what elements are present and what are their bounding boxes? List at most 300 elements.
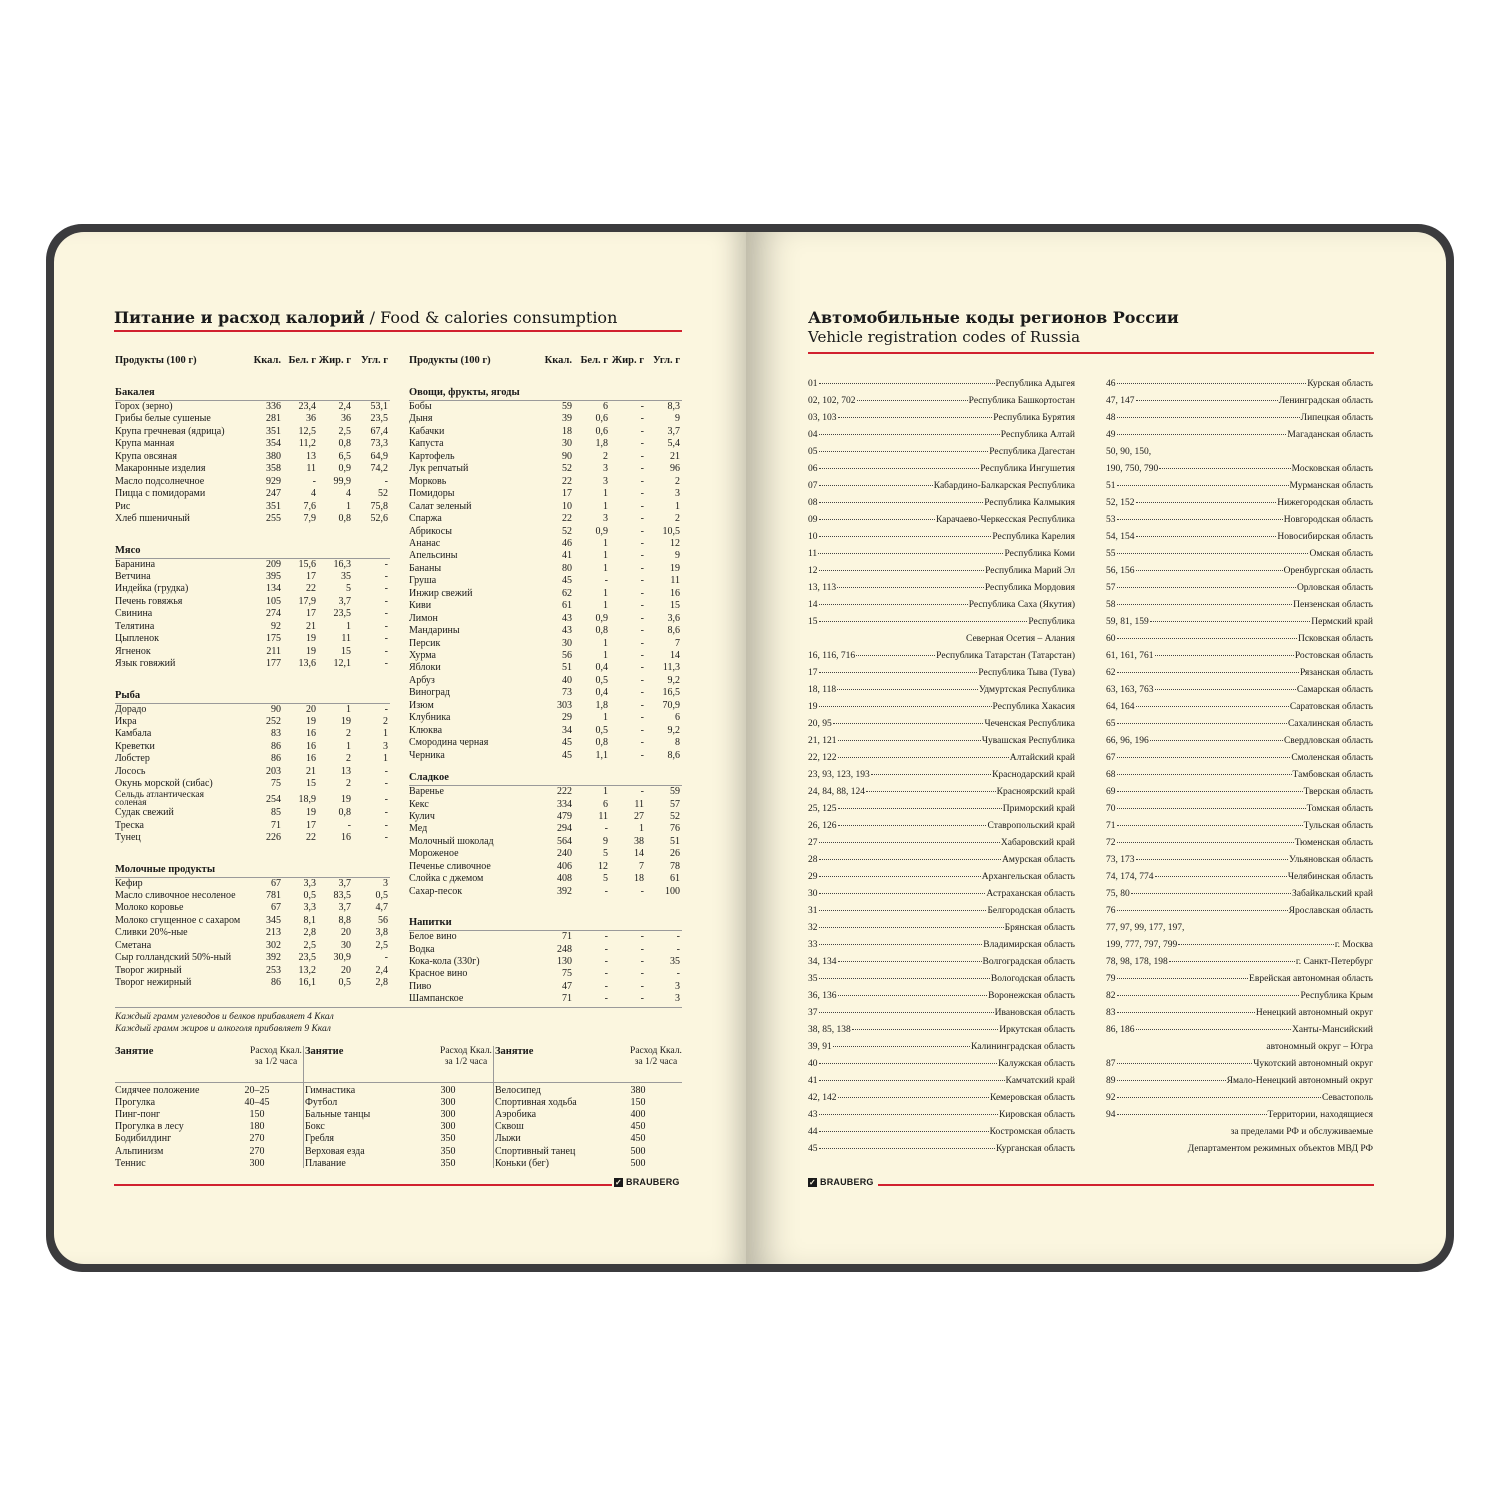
note: Каждый грамм жиров и алкоголя прибавляет 9 Ккал: [115, 1024, 331, 1034]
leader-dots: [1150, 621, 1311, 622]
food-value: 2,4: [375, 964, 388, 976]
logo-check-icon: ✓: [809, 1177, 816, 1187]
food-value: -: [604, 823, 608, 835]
food-name: Хурма: [409, 650, 436, 661]
food-value: 358: [266, 463, 281, 475]
region-row: [1106, 634, 1373, 644]
region-code: 48: [1106, 413, 1116, 423]
food-value: 0,5: [595, 724, 608, 736]
food-value: 9: [675, 413, 680, 425]
leader-dots: [1155, 655, 1294, 656]
food-value: 253: [266, 964, 281, 976]
region-code: 35: [808, 974, 818, 984]
food-name: Индейка (грудка): [115, 583, 189, 595]
food-value: 51: [670, 835, 680, 847]
food-value: 0,5: [595, 674, 608, 686]
food-value: 294: [557, 823, 572, 835]
region-name: Карачаево-Черкесская Республика: [935, 515, 1075, 525]
food-value: 8: [675, 737, 680, 749]
leader-dots: [819, 468, 980, 469]
food-value: 20: [341, 964, 351, 976]
leader-dots: [1117, 842, 1294, 843]
leader-dots: [1117, 723, 1287, 724]
food-name: Хлеб пшеничный: [115, 513, 190, 525]
food-name: Кулич: [409, 810, 435, 822]
leader-dots: [1117, 587, 1296, 588]
leader-dots: [819, 1148, 996, 1149]
region-name: Республика Татарстан (Татарстан): [936, 651, 1075, 661]
food-value: 0,6: [595, 413, 608, 425]
food-name: Персик: [409, 637, 441, 649]
activity-kcal: 150: [630, 1097, 646, 1109]
region-code: 69: [1106, 787, 1116, 797]
food-value: 12,1: [333, 658, 351, 670]
food-name: Помидоры: [409, 488, 455, 500]
food-value: 2: [346, 728, 351, 740]
region-code: 10: [808, 532, 818, 542]
food-value: 51: [562, 662, 572, 674]
region-name: Алтайский край: [1009, 753, 1075, 763]
leader-dots: [871, 774, 991, 775]
food-value: -: [640, 650, 644, 661]
food-value: 45: [562, 749, 572, 761]
region-name: Республика Мордовия: [984, 583, 1075, 593]
codes-title-rule: [808, 352, 1374, 354]
region-name: Еврейская автономная область: [1249, 974, 1373, 984]
region-row: [1106, 753, 1373, 763]
food-value: 6: [675, 712, 680, 724]
region-code: 27: [808, 838, 818, 848]
region-name: Пензенская область: [1293, 600, 1373, 610]
region-row: [1106, 600, 1373, 610]
leader-dots: [819, 910, 987, 911]
region-row: [1106, 719, 1373, 729]
region-code: 43: [808, 1110, 818, 1120]
region-name: Кемеровская область: [989, 1093, 1075, 1103]
food-name: Масло сливочное несоленое: [115, 889, 236, 901]
food-value: 35: [670, 956, 680, 967]
food-value: 20: [341, 927, 351, 939]
food-value: 53,1: [370, 401, 388, 412]
food-value: -: [640, 687, 644, 699]
food-value: 86: [271, 740, 281, 752]
region-name: Ямало-Ненецкий автономный округ: [1226, 1076, 1373, 1086]
food-name: Икра: [115, 716, 137, 727]
activity-kcal: 300: [440, 1085, 456, 1096]
leader-dots: [1117, 825, 1303, 826]
food-value: 11: [598, 810, 608, 822]
food-name: Сыр голландский 50%-ный: [115, 952, 232, 964]
leader-dots: [838, 757, 1009, 758]
activity-kcal: 180: [249, 1121, 265, 1133]
region-code: 63, 163, 763: [1106, 685, 1154, 695]
region-name: Магаданская область: [1287, 430, 1373, 440]
food-value: 27: [634, 810, 644, 822]
table-header-col: Угл. г: [361, 355, 388, 366]
region-code: 73, 173: [1106, 855, 1135, 865]
region-name: Ханты-Мансийский: [1292, 1025, 1373, 1035]
activity-name: Гимнастика: [305, 1085, 356, 1096]
region-code: 62: [1106, 668, 1116, 678]
leader-dots: [819, 859, 1001, 860]
region-name: Мурманская область: [1289, 481, 1373, 491]
note: Каждый грамм углеводов и белков прибавляет 4 Ккал: [115, 1012, 334, 1022]
food-value: 1: [603, 600, 608, 612]
leader-dots: [838, 417, 993, 418]
region-code: 31: [808, 906, 818, 916]
food-value: 21: [670, 450, 680, 462]
region-row: [808, 821, 1075, 831]
food-value: 5: [603, 873, 608, 885]
activity-name: Сидячее положение: [115, 1085, 200, 1096]
food-value: 1: [383, 753, 388, 765]
region-code: 56, 156: [1106, 566, 1135, 576]
food-value: -: [640, 537, 644, 549]
activity-name: Спортивный танец: [495, 1145, 576, 1157]
food-value: 336: [266, 401, 281, 412]
leader-dots: [856, 655, 935, 656]
food-value: 52: [562, 463, 572, 475]
region-name: Нижегородская область: [1277, 498, 1373, 508]
food-name: Красное вино: [409, 968, 468, 980]
food-value: -: [384, 819, 388, 831]
food-value: -: [640, 699, 644, 711]
region-code: 78, 98, 178, 198: [1106, 957, 1168, 967]
food-value: -: [604, 980, 608, 992]
region-row: [808, 702, 1075, 712]
food-value: -: [640, 463, 644, 475]
food-name: Кефир: [115, 877, 143, 889]
activity-name: Лыжи: [495, 1133, 521, 1145]
region-code: 21, 121: [808, 736, 837, 746]
food-value: 83: [271, 728, 281, 740]
category-title: Бакалея: [115, 387, 155, 398]
food-value: 3,3: [303, 877, 316, 889]
food-value: 16,5: [662, 687, 680, 699]
food-value: 11: [670, 575, 680, 587]
region-code: 44: [808, 1127, 818, 1137]
food-value: 73: [562, 687, 572, 699]
logo-check-icon: ✓: [615, 1177, 622, 1187]
leader-dots: [819, 502, 984, 503]
food-name: Судак свежий: [115, 807, 174, 819]
region-code: 66, 96, 196: [1106, 736, 1149, 746]
left-page: [54, 232, 746, 1264]
food-value: 6: [603, 798, 608, 810]
food-value: 0,9: [595, 612, 608, 624]
codes-title: Автомобильные коды регионов России: [808, 308, 1179, 327]
food-value: -: [384, 558, 388, 570]
food-name: Виноград: [409, 687, 451, 699]
food-value: 19: [306, 716, 316, 727]
region-name: Псковская область: [1297, 634, 1373, 644]
region-name: Территории, находящиеся: [1267, 1110, 1373, 1120]
food-value: -: [312, 475, 316, 487]
food-value: 35: [341, 570, 351, 582]
region-row: [808, 634, 1075, 644]
food-value: -: [604, 931, 608, 943]
region-row: [1106, 617, 1373, 627]
leader-dots: [1117, 1012, 1255, 1013]
region-row: [808, 889, 1075, 899]
region-code: 29: [808, 872, 818, 882]
food-value: -: [640, 600, 644, 612]
food-name: Свинина: [115, 608, 153, 620]
region-code: 74, 174, 774: [1106, 872, 1154, 882]
region-row: [808, 413, 1075, 423]
food-value: 13: [341, 765, 351, 777]
region-code: 55: [1106, 549, 1116, 559]
region-row: [808, 447, 1075, 457]
food-value: 16: [670, 587, 680, 599]
food-value: 3: [675, 980, 680, 992]
food-value: 380: [266, 450, 281, 462]
region-row: [808, 787, 1075, 797]
region-code: 75, 80: [1106, 889, 1130, 899]
region-code: 01: [808, 379, 818, 389]
region-name: Удмуртская Республика: [978, 685, 1075, 695]
food-value: -: [384, 633, 388, 645]
region-row: [808, 906, 1075, 916]
food-name: Ягненок: [115, 645, 151, 657]
food-value: 354: [266, 438, 281, 450]
region-code: 16, 116, 716: [808, 651, 856, 661]
region-name: Тульская область: [1303, 821, 1373, 831]
food-value: 3,6: [667, 612, 680, 624]
food-value: 8,3: [667, 401, 680, 412]
food-value: 303: [557, 699, 572, 711]
food-name: Кока-кола (330г): [409, 956, 480, 967]
activity-kcal: 40–45: [244, 1097, 270, 1109]
food-value: 2: [675, 475, 680, 487]
region-code: 52, 152: [1106, 498, 1135, 508]
food-value: 9: [603, 835, 608, 847]
leader-dots: [818, 553, 1003, 554]
food-value: 90: [271, 703, 281, 715]
food-value: 21: [306, 620, 316, 632]
food-value: 86: [271, 753, 281, 765]
food-value: -: [640, 513, 644, 525]
region-row: [808, 464, 1075, 474]
food-name: Тунец: [115, 832, 141, 844]
region-code: 51: [1106, 481, 1116, 491]
region-row: [1106, 583, 1373, 593]
region-name: Владимирская область: [983, 940, 1075, 950]
region-row: [808, 957, 1075, 967]
food-value: -: [640, 885, 644, 897]
region-name: Курская область: [1307, 379, 1373, 389]
region-row: [808, 1093, 1075, 1103]
food-name: Морковь: [409, 475, 447, 487]
region-name: Белгородская область: [987, 906, 1075, 916]
table-header-col: Ккал.: [253, 355, 281, 366]
food-value: -: [640, 475, 644, 487]
food-value: -: [640, 401, 644, 412]
activity-name: Аэробика: [495, 1109, 537, 1121]
food-value: 3: [383, 740, 388, 752]
food-value: 211: [266, 645, 281, 657]
food-value: 177: [266, 658, 281, 670]
activity-name: Теннис: [115, 1157, 146, 1169]
region-name: Республика Калмыкия: [984, 498, 1075, 508]
food-name: Мандарины: [409, 625, 460, 637]
food-value: 2,5: [338, 425, 351, 437]
food-value: 2: [675, 513, 680, 525]
leader-dots: [1136, 859, 1288, 860]
table-header-product: Продукты (100 г): [409, 355, 491, 366]
region-row: [1106, 957, 1373, 967]
food-value: 3: [675, 488, 680, 500]
food-value: -: [604, 943, 608, 955]
food-value: 74,2: [370, 463, 388, 475]
region-name: Сахалинская область: [1287, 719, 1373, 729]
food-value: -: [640, 956, 644, 967]
region-row: [1106, 1042, 1373, 1052]
region-name: Чувашская Республика: [981, 736, 1075, 746]
region-row: [1106, 651, 1373, 661]
food-value: 75: [562, 968, 572, 980]
food-value: 203: [266, 765, 281, 777]
region-row: [808, 515, 1075, 525]
region-row: [808, 617, 1075, 627]
region-name: Костромская область: [989, 1127, 1075, 1137]
food-name: Инжир свежий: [409, 587, 473, 599]
food-name: Лук репчатый: [409, 463, 469, 475]
region-row: [1106, 702, 1373, 712]
food-name: Салат зеленый: [409, 500, 472, 512]
leader-dots: [1117, 791, 1303, 792]
region-code: 34, 134: [808, 957, 837, 967]
food-value: 392: [266, 952, 281, 964]
activity-kcal: 380: [630, 1085, 646, 1096]
region-row: [808, 1008, 1075, 1018]
food-value: 43: [562, 625, 572, 637]
region-code: 89: [1106, 1076, 1116, 1086]
food-value: 11: [306, 463, 316, 475]
region-code: 45: [808, 1144, 818, 1154]
region-code: 53: [1106, 515, 1116, 525]
food-value: 99,9: [333, 475, 351, 487]
food-value: 1: [603, 712, 608, 724]
region-code: 54, 154: [1106, 532, 1135, 542]
food-value: 7,9: [303, 513, 316, 525]
food-value: 2: [346, 753, 351, 765]
food-value: -: [384, 570, 388, 582]
food-value: 1: [346, 500, 351, 512]
region-code: 39, 91: [808, 1042, 832, 1052]
region-name: Курганская область: [996, 1144, 1075, 1154]
leader-dots: [1159, 468, 1290, 469]
food-value: 75,8: [370, 500, 388, 512]
food-value: 3: [603, 513, 608, 525]
food-name: Водка: [409, 943, 435, 955]
food-name: Груша: [409, 575, 437, 587]
food-value: 61: [562, 600, 572, 612]
region-code: 71: [1106, 821, 1116, 831]
food-name: Яблоки: [409, 662, 441, 674]
food-value: 334: [557, 798, 572, 810]
food-value: 36: [306, 413, 316, 425]
food-value: 130: [557, 956, 572, 967]
activity-kcal: 300: [440, 1109, 456, 1121]
region-name: за пределами РФ и обслуживаемые: [1230, 1127, 1373, 1137]
food-value: 9: [675, 550, 680, 562]
region-name: Московская область: [1291, 464, 1373, 474]
food-value: 11,2: [298, 438, 316, 450]
leader-dots: [838, 995, 988, 996]
region-row: [1106, 736, 1373, 746]
leader-dots: [1117, 434, 1287, 435]
food-value: 86: [271, 977, 281, 989]
food-value: -: [384, 703, 388, 715]
food-value: -: [640, 575, 644, 587]
food-name: Творог нежирный: [115, 977, 192, 989]
food-name: Сливки 20%-ные: [115, 927, 188, 939]
region-row: [808, 396, 1075, 406]
food-value: 12,5: [298, 425, 316, 437]
region-code: 36, 136: [808, 991, 837, 1001]
region-name: Тюменская область: [1294, 838, 1373, 848]
region-code: 02, 102, 702: [808, 396, 856, 406]
region-row: [1106, 1076, 1373, 1086]
region-row: [1106, 1127, 1373, 1137]
food-value: 6: [603, 401, 608, 412]
food-value: 0,9: [595, 525, 608, 537]
food-name: Черника: [409, 749, 445, 761]
leader-dots: [866, 791, 996, 792]
food-value: 248: [557, 943, 572, 955]
region-name: Хабаровский край: [1000, 838, 1075, 848]
food-value: 1: [603, 786, 608, 798]
activity-name: Пинг-понг: [115, 1109, 161, 1121]
food-value: -: [640, 425, 644, 437]
region-code: 06: [808, 464, 818, 474]
food-name: Кекс: [409, 798, 429, 810]
region-code: 20, 95: [808, 719, 832, 729]
region-row: [1106, 447, 1373, 457]
region-name: Республика Коми: [1004, 549, 1075, 559]
region-code: 57: [1106, 583, 1116, 593]
food-value: 21: [306, 765, 316, 777]
food-value: 39: [562, 413, 572, 425]
activity-kcal: 500: [630, 1157, 646, 1169]
table-header-col: Бел. г: [288, 355, 316, 366]
region-code: 94: [1106, 1110, 1116, 1120]
leader-dots: [1117, 910, 1288, 911]
region-code: 79: [1106, 974, 1116, 984]
food-name: Белое вино: [409, 931, 457, 943]
region-row: [1106, 838, 1373, 848]
activity-kcal: 20–25: [244, 1085, 270, 1096]
region-code: 28: [808, 855, 818, 865]
food-value: 20: [306, 703, 316, 715]
food-value: 0,5: [338, 977, 351, 989]
activity-header-name: Занятие: [495, 1046, 534, 1057]
category-title: Сладкое: [409, 772, 449, 784]
food-value: -: [640, 612, 644, 624]
food-value: 30,9: [333, 952, 351, 964]
region-code: 199, 777, 797, 799: [1106, 940, 1178, 950]
region-name: Пермский край: [1311, 617, 1373, 627]
food-value: 9,2: [667, 724, 680, 736]
food-name: Крупа овсяная: [115, 450, 177, 462]
food-value: 18,9: [298, 793, 316, 805]
region-name: Ярославская область: [1288, 906, 1373, 916]
activity-kcal: 270: [249, 1133, 265, 1145]
food-value: 351: [266, 425, 281, 437]
table-header-col: Жир. г: [318, 355, 351, 366]
footer-rule-right: [878, 1184, 1374, 1186]
